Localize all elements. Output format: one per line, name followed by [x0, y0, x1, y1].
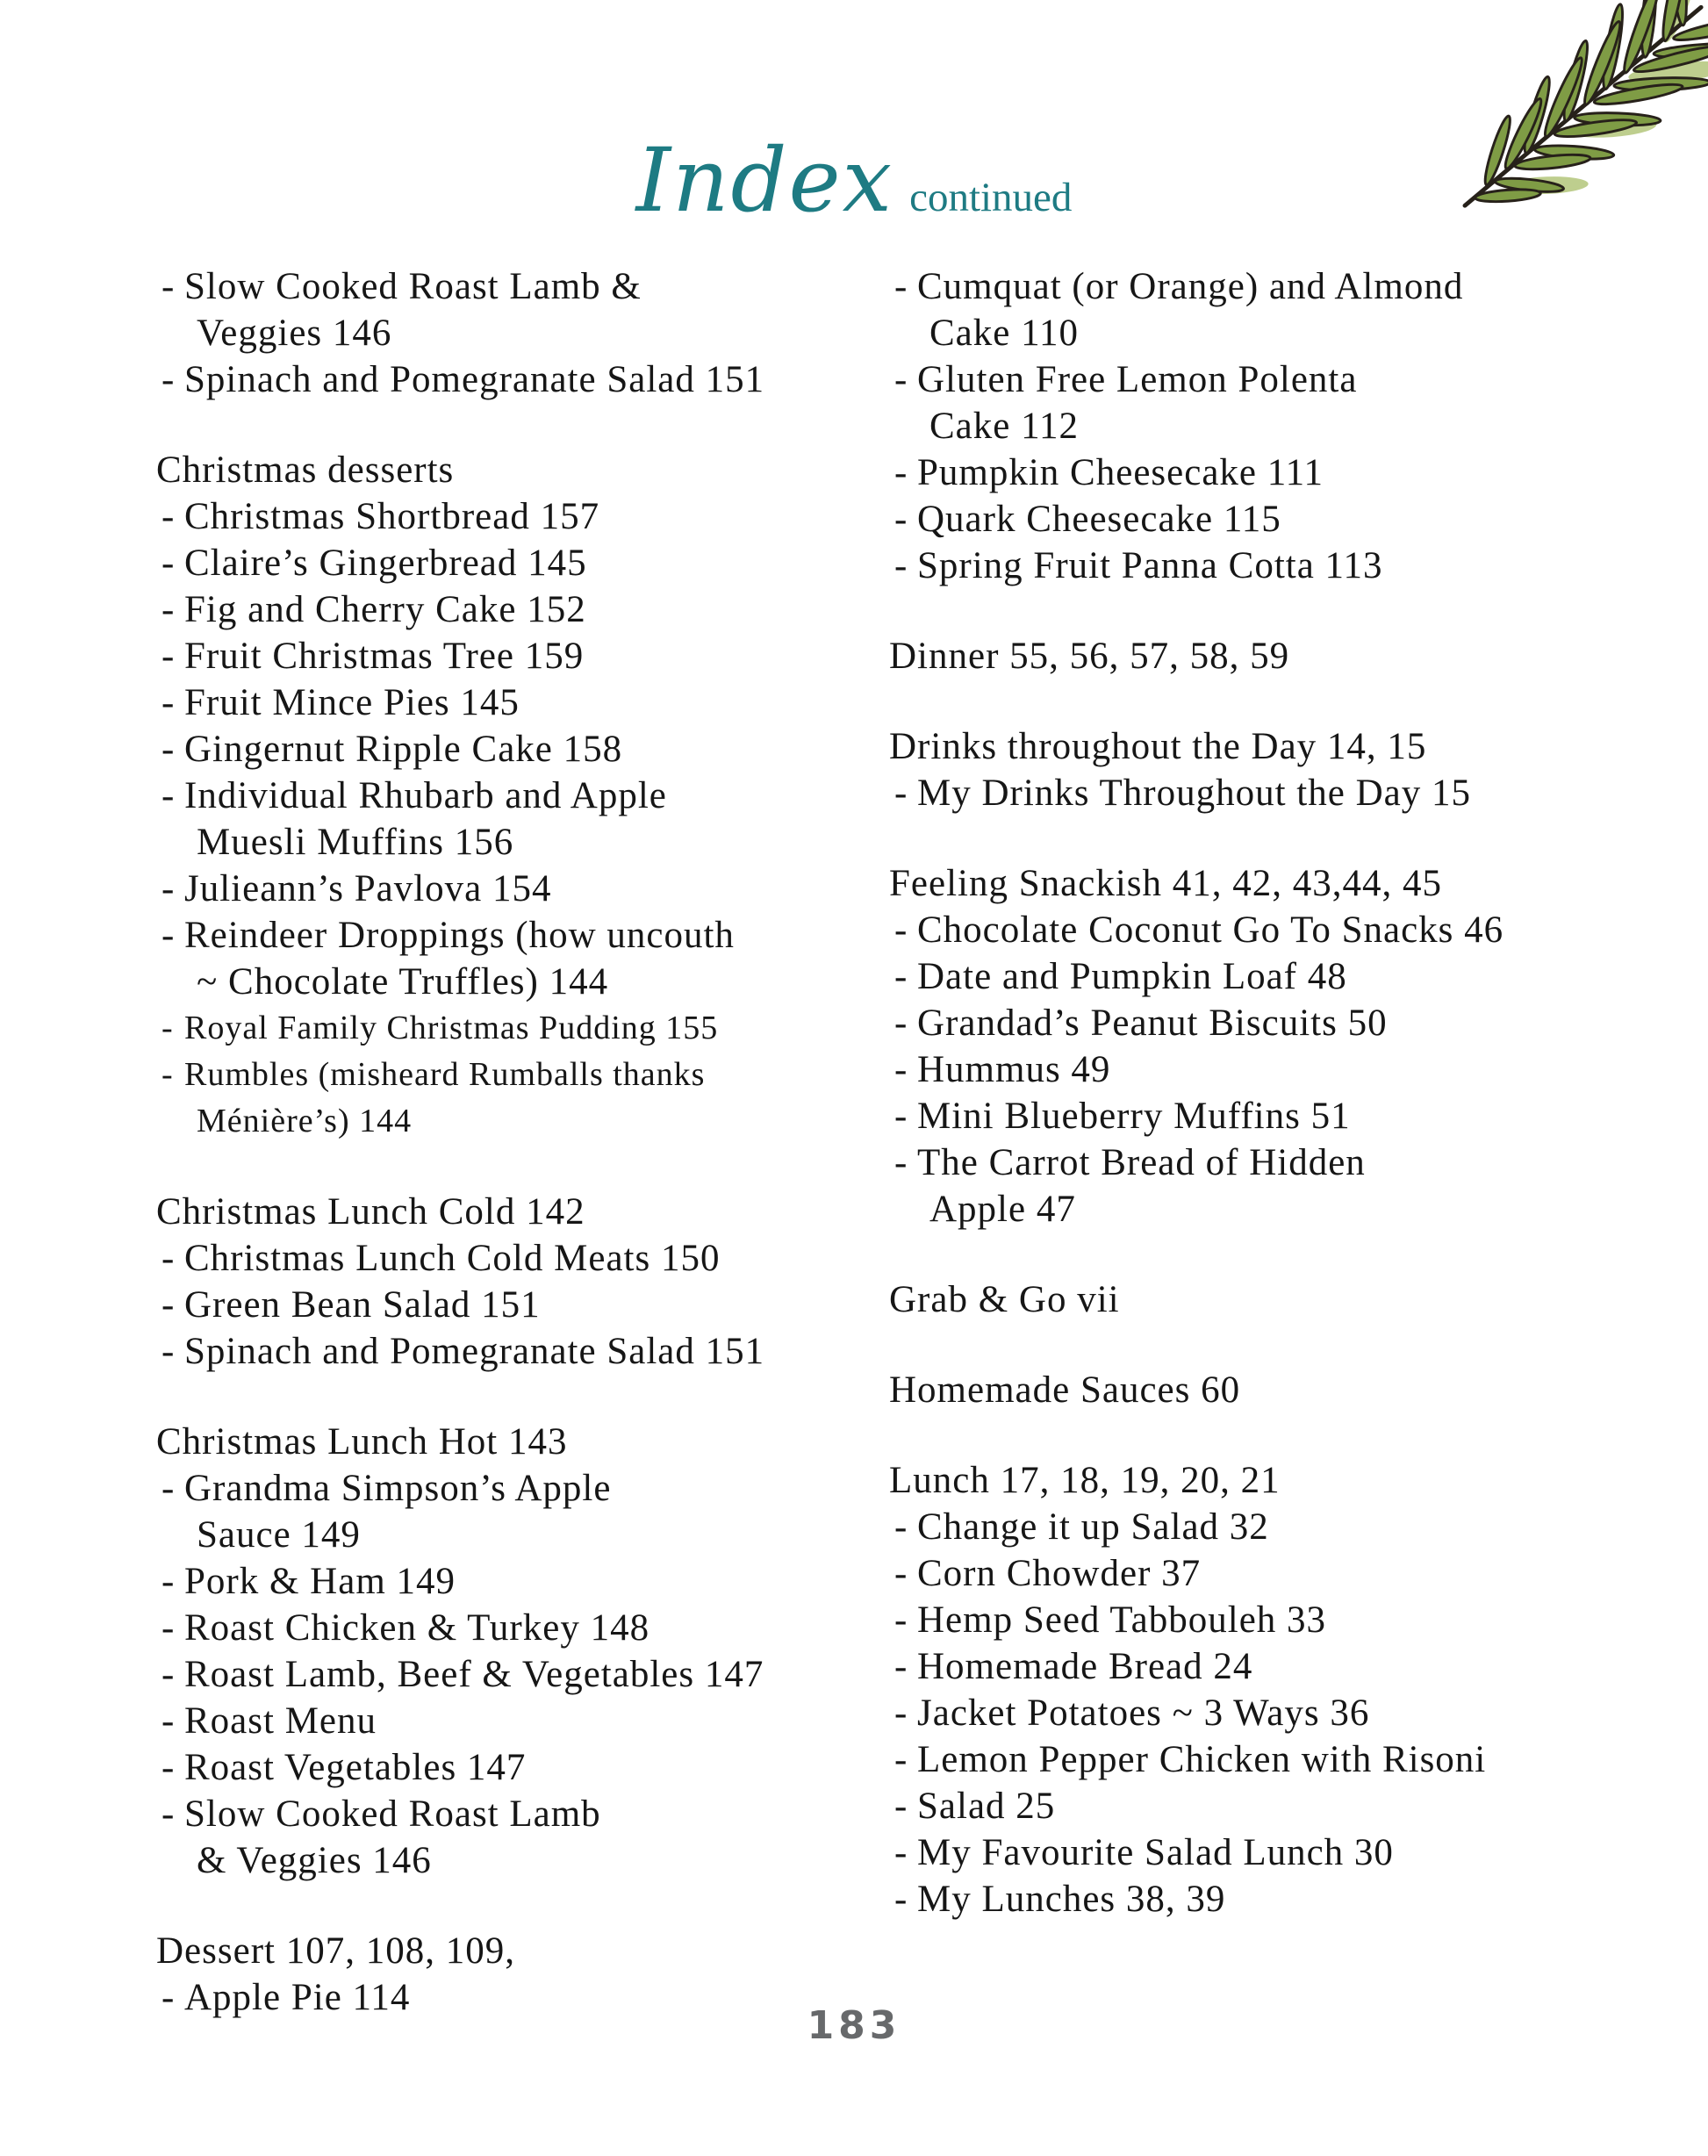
entry-text: Date and Pumpkin Loaf 48 [917, 956, 1347, 997]
entry-dash: - [161, 1607, 176, 1649]
entry-dash: - [894, 1739, 908, 1780]
entry-line [889, 1829, 1635, 1876]
entry-line [156, 1744, 867, 1791]
entry-text: Spring Fruit Panna Cotta 113 [917, 545, 1383, 586]
entry-dash: - [161, 636, 176, 677]
entry-text: Slow Cooked Roast Lamb & [184, 266, 642, 307]
entry-text: Gluten Free Lemon Polenta [917, 359, 1358, 400]
entry-dash: - [894, 452, 908, 493]
index-entry [156, 1744, 867, 1791]
entry-dash: - [161, 496, 176, 537]
entry-text-continuation: Apple 47 [929, 1189, 1076, 1230]
index-entry [889, 1550, 1635, 1597]
entry-dash: - [894, 909, 908, 951]
entry-dash: - [161, 1331, 176, 1372]
index-section [889, 1367, 1635, 1413]
index-section-header: Drinks throughout the Day 14, 15 [889, 726, 1427, 767]
entry-text: My Drinks Throughout the Day 15 [917, 773, 1471, 814]
index-entry [156, 493, 867, 540]
entry-text: Cumquat (or Orange) and Almond [917, 266, 1464, 307]
index-column-right [889, 263, 1635, 1966]
index-entry [156, 1052, 867, 1145]
entry-dash: - [894, 499, 908, 540]
index-entry [156, 1465, 867, 1558]
entry-line [156, 1328, 867, 1375]
entry-line [156, 1465, 867, 1512]
entry-dash: - [161, 1977, 176, 2018]
entry-text-continuation: & Veggies 146 [197, 1840, 432, 1881]
index-entry [156, 1558, 867, 1605]
entry-line [889, 770, 1635, 816]
entry-text: Change it up Salad 32 [917, 1506, 1269, 1548]
index-column-left [156, 263, 867, 2065]
index-section [156, 447, 867, 1145]
entry-text: Reindeer Droppings (how uncouth [184, 915, 735, 956]
entry-text: Fruit Christmas Tree 159 [184, 636, 585, 677]
index-entry [889, 1093, 1635, 1139]
index-section-header: Dinner 55, 56, 57, 58, 59 [889, 636, 1290, 677]
index-section [156, 263, 867, 403]
entry-text: Homemade Bread 24 [917, 1646, 1253, 1687]
entry-line [889, 1690, 1635, 1736]
index-entry [156, 1005, 867, 1052]
entry-line [889, 1550, 1635, 1597]
entry-text: Slow Cooked Roast Lamb [184, 1793, 601, 1835]
entry-text: Grandma Simpson’s Apple [184, 1468, 612, 1509]
entry-line [156, 679, 867, 726]
entry-line [156, 1282, 867, 1328]
entry-line [889, 1783, 1635, 1829]
index-entry [156, 1791, 867, 1884]
index-entry [156, 1605, 867, 1651]
entry-text: Fruit Mince Pies 145 [184, 682, 520, 723]
index-section-header: Christmas Lunch Hot 143 [156, 1421, 568, 1462]
entry-text: Mini Blueberry Muffins 51 [917, 1096, 1351, 1137]
index-section [889, 860, 1635, 1233]
entry-line [889, 1046, 1635, 1093]
entry-text: Quark Cheesecake 115 [917, 499, 1281, 540]
entry-dash: - [161, 868, 176, 909]
entry-dash: - [161, 1747, 176, 1788]
entry-text: Roast Lamb, Beef & Vegetables 147 [184, 1654, 764, 1695]
entry-line [156, 866, 867, 912]
index-section [156, 1419, 867, 1884]
entry-line [156, 1651, 867, 1698]
entry-dash: - [894, 1786, 908, 1827]
entry-line [889, 496, 1635, 543]
index-section-header: Christmas desserts [156, 449, 455, 491]
entry-dash: - [161, 775, 176, 816]
entry-dash: - [161, 1793, 176, 1835]
entry-dash: - [894, 1049, 908, 1090]
entry-text-continuation: Veggies 146 [197, 313, 392, 354]
index-entry [889, 1000, 1635, 1046]
index-section-header: Feeling Snackish 41, 42, 43,44, 45 [889, 863, 1442, 904]
entry-text-continuation: Cake 112 [929, 406, 1080, 447]
entry-text: Julieann’s Pavlova 154 [184, 868, 552, 909]
index-entry [156, 586, 867, 633]
entry-line [889, 953, 1635, 1000]
entry-line [889, 449, 1635, 496]
entry-line [156, 1605, 867, 1651]
entry-dash: - [894, 956, 908, 997]
index-entry [156, 633, 867, 679]
entry-line [889, 1597, 1635, 1643]
entry-dash: - [161, 682, 176, 723]
entry-dash: - [894, 359, 908, 400]
index-section-header: Homemade Sauces 60 [889, 1369, 1241, 1411]
entry-dash: - [894, 1832, 908, 1873]
entry-line [156, 1558, 867, 1605]
entry-text: Roast Chicken & Turkey 148 [184, 1607, 650, 1649]
index-entry [889, 1046, 1635, 1093]
entry-dash: - [161, 1561, 176, 1602]
page-title [0, 129, 1708, 232]
entry-text: My Favourite Salad Lunch 30 [917, 1832, 1394, 1873]
entry-line [889, 543, 1635, 589]
index-entry [156, 679, 867, 726]
index-entry [156, 912, 867, 1005]
index-entry [889, 1597, 1635, 1643]
index-section-header: Christmas Lunch Cold 142 [156, 1191, 585, 1233]
entry-text: Hummus 49 [917, 1049, 1111, 1090]
entry-line [889, 1643, 1635, 1690]
entry-line [889, 263, 1635, 310]
entry-text: Apple Pie 114 [184, 1977, 411, 2018]
entry-dash: - [161, 543, 176, 584]
entry-line [156, 1052, 867, 1098]
entry-text-continuation: Ménière’s) 144 [197, 1103, 413, 1139]
entry-line [156, 356, 867, 403]
entry-text: Rumbles (misheard Rumballs thanks [184, 1056, 706, 1093]
entry-text: Green Bean Salad 151 [184, 1284, 541, 1326]
entry-dash: - [894, 1096, 908, 1137]
index-entry [889, 1690, 1635, 1736]
index-entry [156, 1651, 867, 1698]
entry-text: Individual Rhubarb and Apple [184, 775, 667, 816]
index-entry [156, 1328, 867, 1375]
entry-text: Pork & Ham 149 [184, 1561, 456, 1602]
entry-dash: - [161, 266, 176, 307]
entry-line [889, 356, 1635, 403]
entry-text: Spinach and Pomegranate Salad 151 [184, 1331, 765, 1372]
entry-line [156, 912, 867, 959]
entry-dash: - [894, 773, 908, 814]
index-entry [889, 1139, 1635, 1233]
index-section [889, 633, 1635, 679]
index-entry [889, 356, 1635, 449]
entry-dash: - [161, 1284, 176, 1326]
entry-line [156, 1005, 867, 1052]
entry-line [156, 1698, 867, 1744]
index-entry [889, 770, 1635, 816]
entry-text: Gingernut Ripple Cake 158 [184, 729, 623, 770]
entry-text-continuation: Sauce 149 [197, 1514, 361, 1556]
index-section [156, 1189, 867, 1375]
index-entry [889, 449, 1635, 496]
entry-dash: - [894, 1692, 908, 1734]
entry-dash: - [161, 729, 176, 770]
entry-line [889, 1000, 1635, 1046]
entry-line [156, 586, 867, 633]
entry-text: Pumpkin Cheesecake 111 [917, 452, 1324, 493]
entry-text-continuation: Cake 110 [929, 313, 1080, 354]
entry-text: Roast Vegetables 147 [184, 1747, 527, 1788]
entry-line [889, 1093, 1635, 1139]
index-entry [156, 1282, 867, 1328]
entry-dash: - [161, 359, 176, 400]
entry-text: Christmas Shortbread 157 [184, 496, 600, 537]
entry-text: The Carrot Bread of Hidden [917, 1142, 1366, 1183]
entry-dash: - [894, 1646, 908, 1687]
index-section [889, 1276, 1635, 1323]
entry-text-continuation: Muesli Muffins 156 [197, 822, 514, 863]
entry-dash: - [161, 1700, 176, 1742]
entry-text: My Lunches 38, 39 [917, 1879, 1226, 1920]
entry-text: Christmas Lunch Cold Meats 150 [184, 1238, 721, 1279]
entry-line [889, 1139, 1635, 1186]
index-section [889, 1457, 1635, 1922]
index-entry [889, 1643, 1635, 1690]
index-entry [156, 263, 867, 356]
index-entry [156, 1235, 867, 1282]
index-entry [889, 543, 1635, 589]
entry-dash: - [894, 1506, 908, 1548]
entry-dash: - [161, 589, 176, 630]
index-section [889, 723, 1635, 816]
entry-text: Chocolate Coconut Go To Snacks 46 [917, 909, 1504, 951]
entry-text: Roast Menu [184, 1700, 377, 1742]
entry-dash: - [894, 1003, 908, 1044]
index-entry [156, 866, 867, 912]
entry-line [156, 540, 867, 586]
entry-text: Salad 25 [917, 1786, 1056, 1827]
entry-text: Jacket Potatoes ~ 3 Ways 36 [917, 1692, 1370, 1734]
entry-dash: - [161, 915, 176, 956]
index-entry [156, 540, 867, 586]
index-entry [156, 773, 867, 866]
index-entry [889, 907, 1635, 953]
entry-dash: - [161, 1056, 174, 1093]
entry-line [889, 907, 1635, 953]
index-entry [889, 1783, 1635, 1829]
entry-text: Hemp Seed Tabbouleh 33 [917, 1599, 1327, 1641]
entry-text: Royal Family Christmas Pudding 155 [184, 1010, 719, 1046]
index-entry [889, 1736, 1635, 1783]
index-title-suffix: continued [909, 175, 1073, 220]
entry-line [156, 726, 867, 773]
entry-line [156, 1235, 867, 1282]
entry-dash: - [894, 1879, 908, 1920]
index-entry [889, 953, 1635, 1000]
index-section-header: Lunch 17, 18, 19, 20, 21 [889, 1460, 1281, 1501]
page-number: 183 [807, 2003, 901, 2048]
entry-dash: - [894, 1553, 908, 1594]
entry-line [156, 633, 867, 679]
index-title-script: Index [635, 129, 894, 232]
entry-dash: - [894, 1599, 908, 1641]
index-entry [889, 1876, 1635, 1922]
entry-text: Claire’s Gingerbread 145 [184, 543, 587, 584]
entry-dash: - [161, 1468, 176, 1509]
entry-text: Fig and Cherry Cake 152 [184, 589, 586, 630]
entry-dash: - [161, 1010, 174, 1046]
index-section-header: Grab & Go vii [889, 1279, 1120, 1320]
entry-text: Corn Chowder 37 [917, 1553, 1202, 1594]
entry-dash: - [894, 545, 908, 586]
entry-text-continuation: ~ Chocolate Truffles) 144 [197, 961, 609, 1003]
entry-line [156, 773, 867, 819]
index-entry [156, 356, 867, 403]
index-entry [156, 1698, 867, 1744]
entry-line [889, 1736, 1635, 1783]
index-section-header: Dessert 107, 108, 109, [156, 1930, 515, 1972]
entry-text: Grandad’s Peanut Biscuits 50 [917, 1003, 1388, 1044]
entry-line [156, 493, 867, 540]
index-entry [889, 1829, 1635, 1876]
entry-text: Lemon Pepper Chicken with Risoni [917, 1739, 1487, 1780]
index-section [889, 263, 1635, 589]
entry-dash: - [161, 1654, 176, 1695]
entry-line [889, 1876, 1635, 1922]
entry-dash: - [894, 266, 908, 307]
index-entry [156, 726, 867, 773]
entry-dash: - [894, 1142, 908, 1183]
index-entry [889, 263, 1635, 356]
entry-text: Spinach and Pomegranate Salad 151 [184, 359, 765, 400]
index-entry [889, 496, 1635, 543]
index-entry [889, 1504, 1635, 1550]
entry-line [156, 1791, 867, 1837]
entry-line [156, 263, 867, 310]
entry-line [889, 1504, 1635, 1550]
entry-dash: - [161, 1238, 176, 1279]
